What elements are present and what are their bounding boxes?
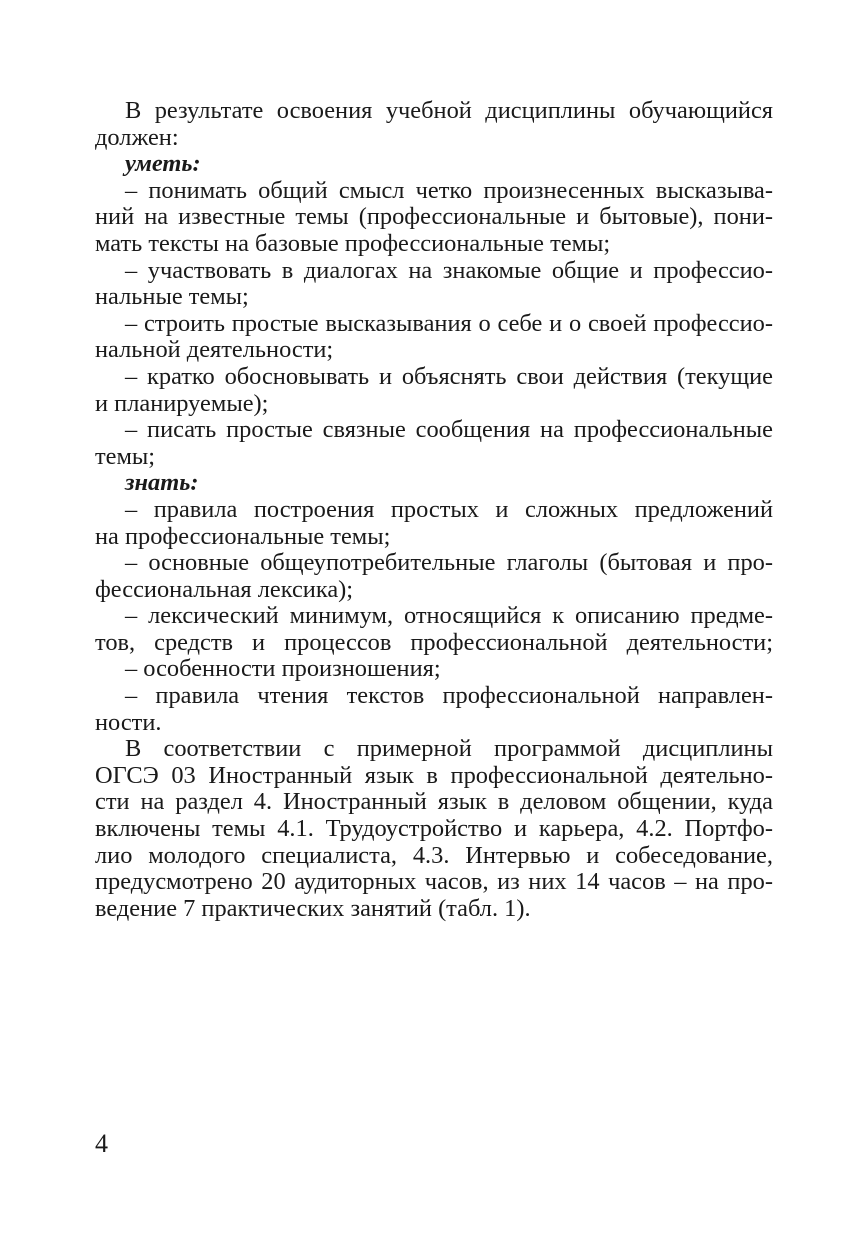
text-line: ний на известные темы (профессиональные и бытовые), пони- — [95, 203, 773, 231]
text-line: сти на раздел 4. Иностранный язык в деловом общении, куда — [95, 788, 773, 816]
text-line: – правила построения простых и сложных предложений — [125, 495, 773, 523]
text-line: – строить простые высказывания о себе и о своей профессио- — [125, 309, 773, 337]
text-line: лио молодого специалиста, 4.3. Интервью и собеседование, — [95, 841, 773, 869]
text-line: нальной деятельности; — [95, 336, 334, 364]
text-line: должен: — [95, 123, 179, 151]
text-line: включены темы 4.1. Трудоустройство и карьера, 4.2. Портфо- — [95, 815, 773, 843]
text-line: – лексический минимум, относящийся к описанию предме- — [125, 602, 773, 630]
text-line: на профессиональные темы; — [95, 522, 391, 550]
text-line: тов, средств и процессов профессиональной деятельности; — [95, 628, 773, 656]
text-line: – понимать общий смысл четко произнесенных высказыва- — [125, 176, 773, 204]
page-number: 4 — [95, 1129, 108, 1158]
text-line: нальные темы; — [95, 283, 249, 311]
section-heading-znat: знать: — [125, 469, 199, 497]
text-line: – писать простые связные сообщения на профессиональные — [125, 416, 773, 444]
text-line: – правила чтения текстов профессиональной направлен- — [125, 682, 773, 710]
text-line: предусмотрено 20 аудиторных часов, из них 14 часов – на про- — [95, 868, 773, 896]
text-line: – участвовать в диалогах на знакомые общие и профессио- — [125, 256, 773, 284]
section-heading-umet: уметь: — [125, 150, 201, 178]
text-line: ности. — [95, 708, 162, 736]
text-line: – основные общеупотребительные глаголы (бытовая и про- — [125, 549, 773, 577]
text-line: фессиональная лексика); — [95, 575, 354, 603]
text-line: В соответствии с примерной программой дисциплины — [125, 735, 773, 763]
text-line: и планируемые); — [95, 389, 269, 417]
text-line: ведение 7 практических занятий (табл. 1). — [95, 894, 531, 922]
text-line: мать тексты на базовые профессиональные темы; — [95, 229, 611, 257]
text-line: – особенности произношения; — [125, 655, 441, 683]
text-line: – кратко обосновывать и объяснять свои действия (текущие — [125, 362, 773, 390]
text-line: темы; — [95, 442, 156, 470]
page-body — [95, 98, 773, 922]
text-line: В результате освоения учебной дисциплины обучающийся — [125, 97, 773, 124]
text-line: ОГСЭ 03 Иностранный язык в профессиональной деятельно- — [95, 761, 773, 789]
